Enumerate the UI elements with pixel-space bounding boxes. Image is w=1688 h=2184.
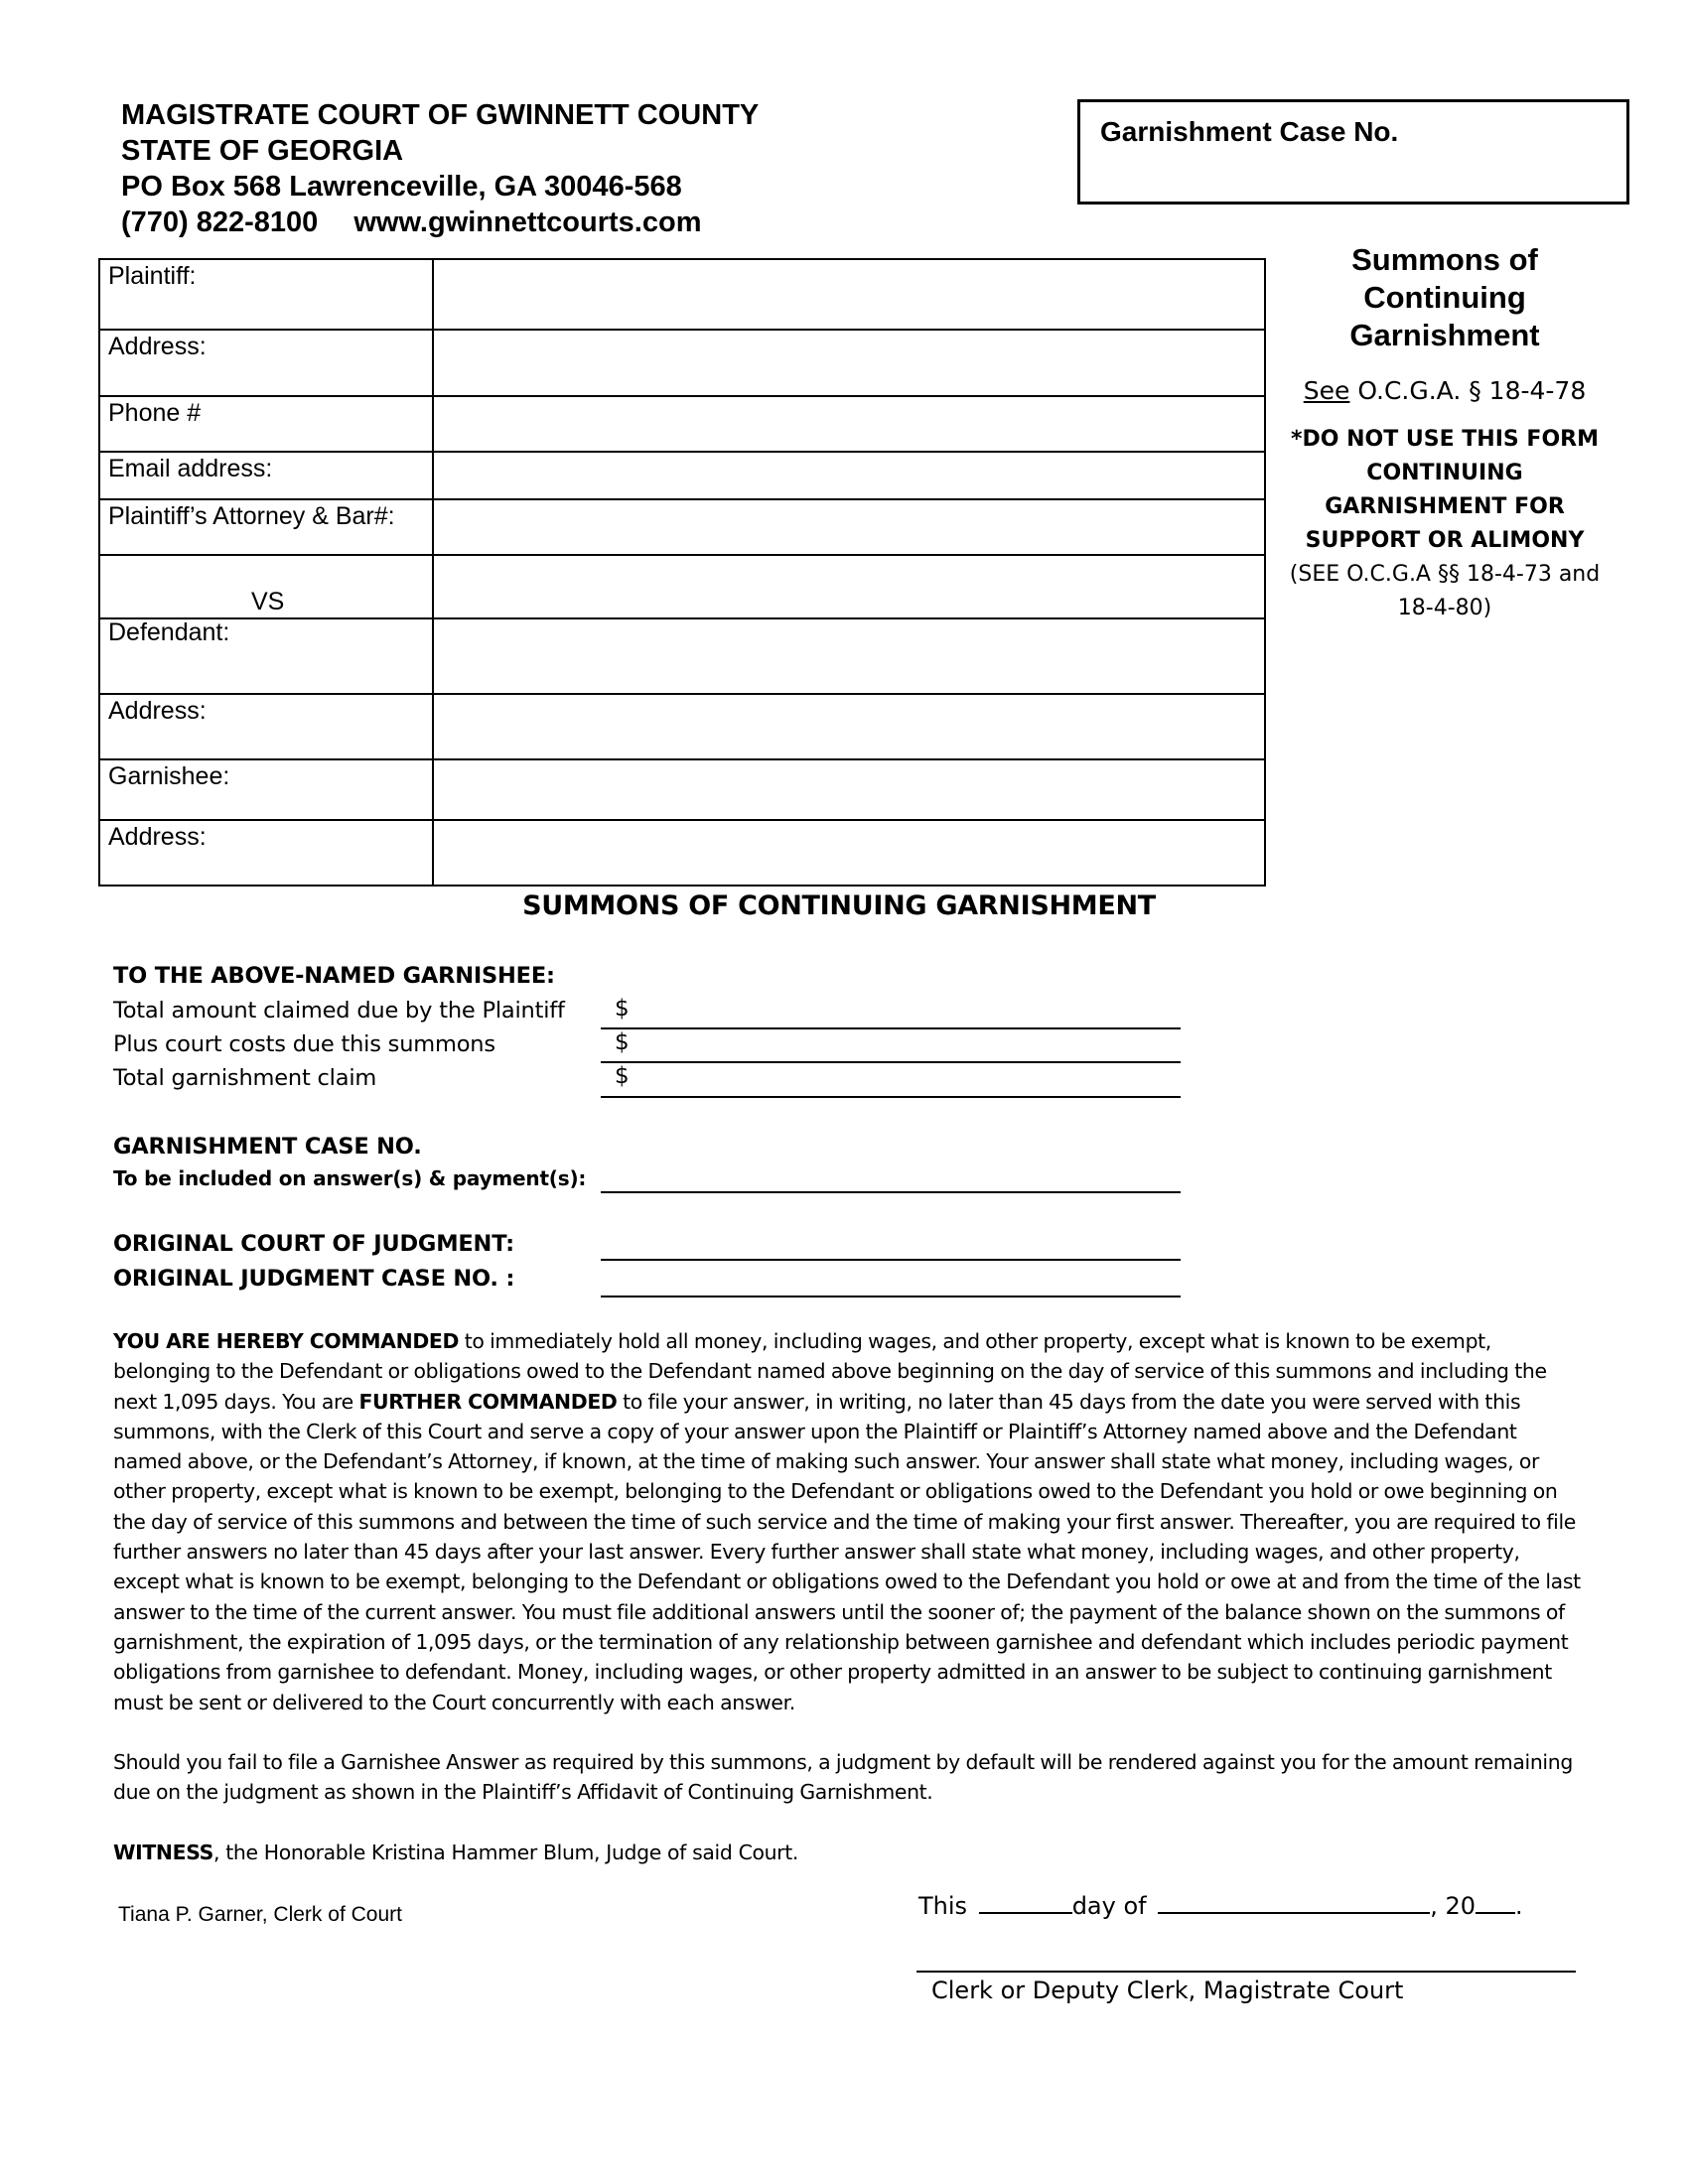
statute-code: O.C.G.A. § 18-4-78 [1349,376,1587,405]
year-field[interactable] [1476,1890,1515,1914]
clerk-signature-label: Clerk or Deputy Clerk, Magistrate Court [931,1977,1404,2004]
garnishee-label: Garnishee: [108,762,230,790]
clerk-signature-field[interactable] [916,1971,1576,1973]
garnishment-case-no-note: To be included on answer(s) & payment(s): [113,1166,587,1190]
total-claim-currency: $ [615,1063,630,1089]
court-costs-label: Plus court costs due this summons [113,1031,495,1057]
court-costs-currency: $ [615,1029,630,1055]
clerk-name: Tiana P. Garner, Clerk of Court [118,1903,402,1926]
this-label: This [918,1892,968,1920]
court-name: MAGISTRATE COURT OF GWINNETT COUNTY [121,99,760,131]
plaintiff-attorney-label: Plaintiff’s Attorney & Bar#: [108,502,395,530]
original-case-field[interactable] [601,1296,1181,1297]
defendant-address-label: Address: [108,697,207,725]
support-statute-line-2: 18-4-80) [1397,596,1492,620]
original-court-field[interactable] [601,1259,1181,1261]
commanded-paragraph [113,1326,1581,1717]
day-of-label: day of [1071,1892,1147,1920]
defendant-label: Defendant: [108,618,230,646]
usage-warning [1271,423,1618,558]
commanded-text-1: to immediately hold all money, including wages, and other property, except what is known to be exempt, belonging to the Defendant or obligations owed to the Defendant named above beginning on the day of service of this summons and including the next 1,095 days. You are [113,1329,1547,1414]
form-title-line-3: Garnishment [1349,318,1540,352]
court-address: PO Box 568 Lawrenceville, GA 30046-568 [121,171,682,203]
plaintiff-phone-row[interactable] [100,395,1264,451]
default-judgment-paragraph: Should you fail to file a Garnishee Answer as required by this summons, a judgment by default will be rendered against you for the amount remaining due on the judgment as shown in the Plaintiff’s Affidavit of Continuing Garnishment. [113,1750,1573,1805]
usage-warning-line-4: SUPPORT OR ALIMONY [1305,528,1585,553]
to-garnishee-heading: TO THE ABOVE-NAMED GARNISHEE: [113,963,555,989]
plaintiff-phone-label: Phone # [108,399,202,427]
court-phone: (770) 822-8100 [121,206,319,238]
witness-text: , the Honorable Kristina Hammer Blum, Judge of said Court. [213,1841,798,1864]
court-website[interactable]: www.gwinnettcourts.com [353,206,702,238]
plaintiff-attorney-row[interactable] [100,498,1264,554]
total-claim-label: Total garnishment claim [113,1065,377,1091]
plaintiff-address-row[interactable] [100,329,1264,395]
witness-line [113,1841,798,1864]
defendant-row[interactable] [100,617,1264,693]
defendant-address-row[interactable] [100,693,1264,758]
court-contact [121,205,1015,240]
plaintiff-email-row[interactable] [100,451,1264,498]
see-label: See [1303,376,1350,405]
court-state: STATE OF GEORGIA [121,135,404,167]
garnishment-case-no-field[interactable] [601,1191,1181,1193]
garnishment-case-number-label: Garnishment Case No. [1100,116,1399,147]
day-field[interactable] [979,1890,1072,1914]
support-statute-reference [1271,558,1618,625]
garnishee-address-label: Address: [108,823,207,851]
form-title-line-2: Continuing [1363,280,1526,315]
usage-warning-line-2: CONTINUING [1366,461,1523,485]
garnishee-address-row[interactable] [100,819,1264,888]
garnishment-case-no-label: GARNISHMENT CASE NO. [113,1134,422,1160]
parties-table [98,258,1266,887]
total-claimed-currency: $ [615,996,630,1022]
total-claimed-label: Total amount claimed due by the Plaintiff [113,998,565,1024]
garnishment-case-number-box[interactable] [1077,99,1629,205]
month-field[interactable] [1158,1890,1430,1914]
commanded-text-2: to file your answer, in writing, no later than 45 days from the date you were served with this summons, with the Clerk of this Court and serve a copy of your answer upon the Plaintiff or Plaintiff’s Attorney named above and the Defendant named above, or the Defendant’s Attorney, if known, at the time of making such answer. Your answer shall state what money, including wages, or other property, except what is known to be exempt, belonging to the Defendant or obligations owed to the Defendant you hold or owe beginning on the day of service of this summons and between the time of such service and the time of making your first answer. Thereafter, you are required to file further answers no later than 45 days after your last answer. Every further answer shall state what money, including wages, and other property, except what is known to be exempt, belonging to the Defendant or obligations owed to the Defendant you hold or owe at and from the time of the last answer to the time of the current answer. You must file additional answers until the sooner of; the payment of the balance shown on the summons of garnishment, the expiration of 1,095 days, or the termination of any relationship between garnishee and defendant which includes periodic payment obligations from garnishee to defendant. Money, including wages, or other property admitted in an answer to be subject to continuing garnishment must be sent or delivered to the Court concurrently with each answer. [113,1389,1581,1714]
date-line [918,1890,1523,1920]
support-statute-line-1: (SEE O.C.G.A §§ 18-4-73 and [1289,562,1601,587]
date-period: . [1515,1892,1523,1920]
further-commanded-lead: FURTHER COMMANDED [358,1389,618,1414]
commanded-lead: YOU ARE HEREBY COMMANDED [113,1329,460,1353]
garnishee-row[interactable] [100,758,1264,819]
summons-heading: SUMMONS OF CONTINUING GARNISHMENT [522,890,1156,921]
court-costs-field[interactable] [601,1061,1181,1063]
form-title [1271,241,1618,354]
form-title-panel [1271,241,1618,625]
year-prefix: , 20 [1430,1892,1477,1920]
vs-row [100,554,1264,617]
form-title-line-1: Summons of [1351,242,1538,277]
original-case-label: ORIGINAL JUDGMENT CASE NO. : [113,1266,515,1292]
total-claim-field[interactable] [601,1096,1181,1098]
plaintiff-row[interactable] [100,260,1264,329]
plaintiff-address-label: Address: [108,333,207,360]
usage-warning-line-1: *DO NOT USE THIS FORM [1291,427,1599,452]
plaintiff-email-label: Email address: [108,455,273,482]
court-header [121,97,1015,240]
original-court-label: ORIGINAL COURT OF JUDGMENT: [113,1231,514,1257]
witness-lead: WITNESS [113,1841,213,1864]
plaintiff-label: Plaintiff: [108,262,197,290]
versus-label: VS [251,588,285,615]
statute-reference [1271,376,1618,405]
total-claimed-field[interactable] [601,1027,1181,1029]
usage-warning-line-3: GARNISHMENT FOR [1325,494,1565,519]
